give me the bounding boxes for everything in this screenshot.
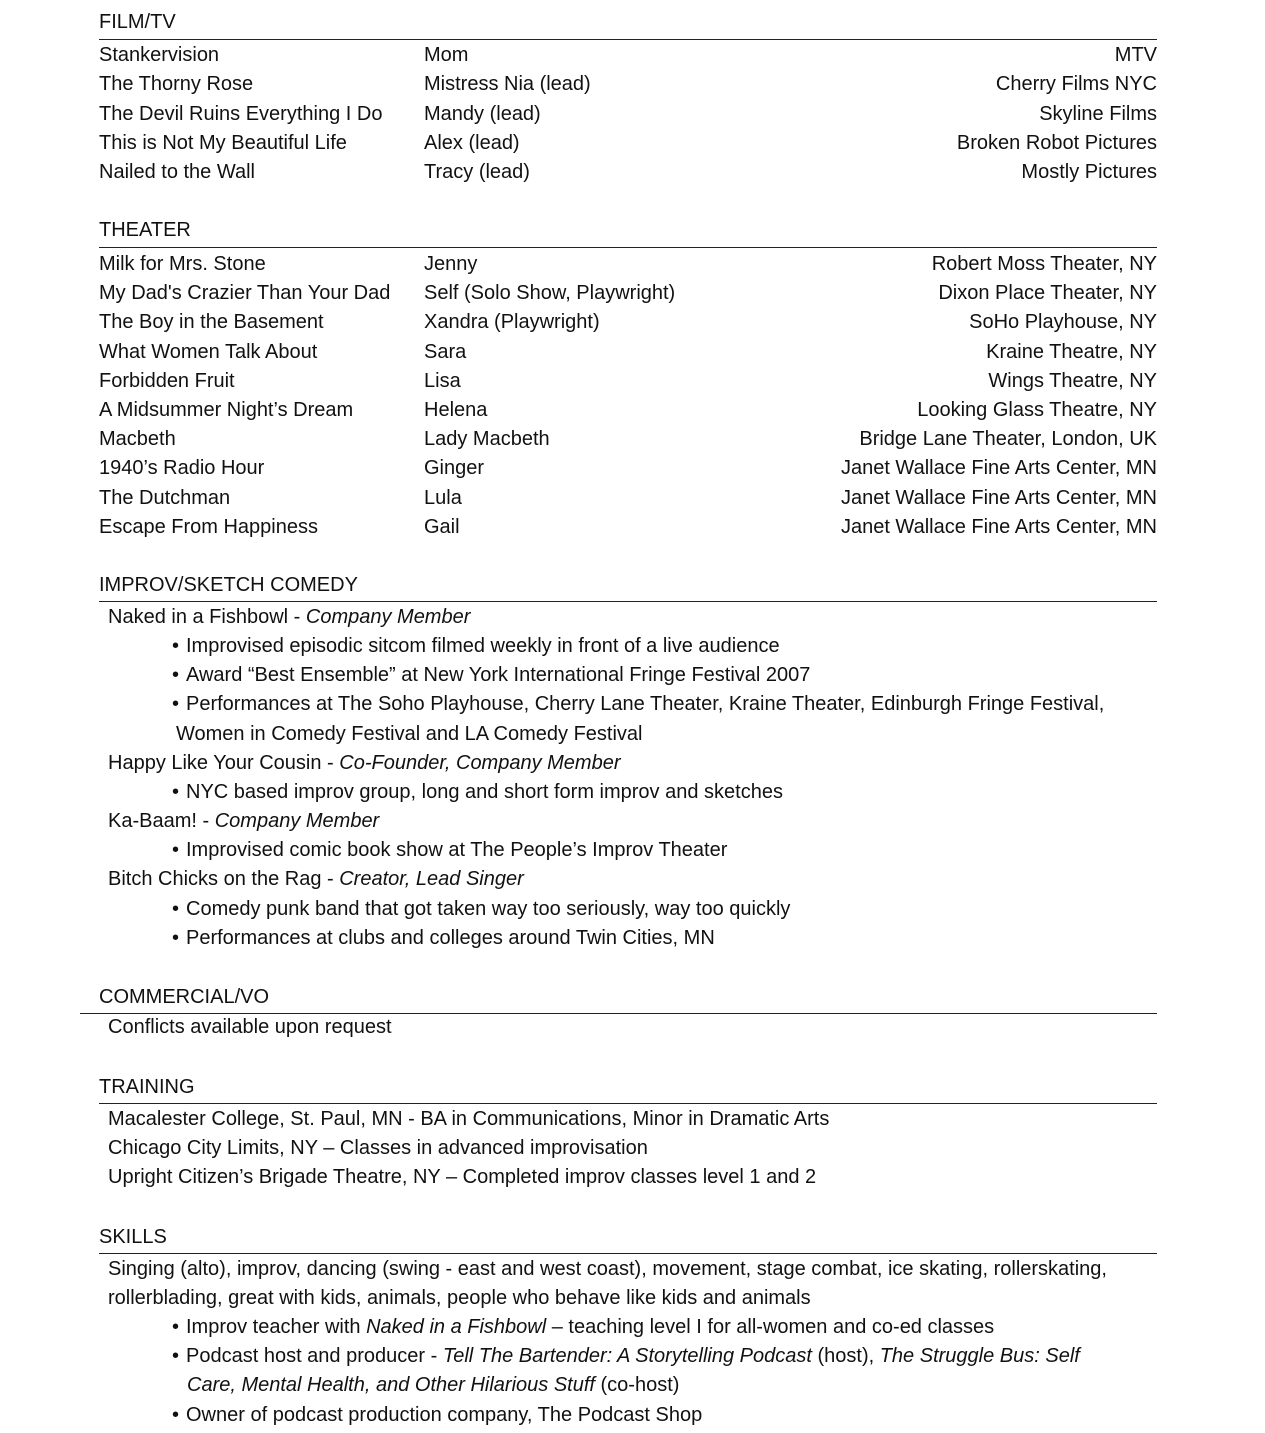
list-item: • Owner of podcast production company, The Podcast Shop xyxy=(172,1404,703,1426)
credit-company: SoHo Playhouse, NY xyxy=(969,311,1157,334)
list-item: • Comedy punk band that got taken way too seriously, way too quickly xyxy=(172,898,791,920)
improv-group-title: Bitch Chicks on the Rag - Creator, Lead Singer xyxy=(108,868,524,890)
credit-title: Macbeth xyxy=(99,428,176,451)
credit-company: Janet Wallace Fine Arts Center, MN xyxy=(840,486,1157,509)
credit-row xyxy=(99,367,1157,396)
credit-company: Dixon Place Theater, NY xyxy=(938,282,1157,305)
list-item: • Performances at clubs and colleges around Twin Cities, MN xyxy=(172,927,715,949)
credit-row xyxy=(99,454,1157,483)
list-item: • NYC based improv group, long and short form improv and sketches xyxy=(172,781,783,803)
section-divider xyxy=(99,1253,1157,1254)
section-heading-commercial: COMMERCIAL/VO xyxy=(99,986,270,1008)
credit-title: My Dad's Crazier Than Your Dad xyxy=(99,282,391,305)
section-heading-skills: SKILLS xyxy=(99,1226,167,1248)
credit-company: Janet Wallace Fine Arts Center, MN xyxy=(840,457,1157,480)
list-item: • Award “Best Ensemble” at New York International Fringe Festival 2007 xyxy=(172,664,811,686)
credit-role: Helena xyxy=(424,399,488,421)
credit-row xyxy=(99,70,1157,99)
credit-role: Ginger xyxy=(424,457,485,480)
improv-group-title: Happy Like Your Cousin - Co-Founder, Company Member xyxy=(108,752,621,774)
improv-group-title: Naked in a Fishbowl - Company Member xyxy=(108,606,471,628)
credit-title: Nailed to the Wall xyxy=(99,161,255,183)
credit-row xyxy=(99,308,1157,337)
section-heading-improv: IMPROV/SKETCH COMEDY xyxy=(99,574,358,596)
credit-title: The Devil Ruins Everything I Do xyxy=(99,102,383,125)
skills-text: rollerblading, great with kids, animals, people who behave like kids and animals xyxy=(108,1287,811,1309)
credit-title: The Dutchman xyxy=(99,486,231,509)
credit-row xyxy=(99,100,1157,129)
credit-role: Sara xyxy=(424,340,467,363)
section-divider xyxy=(99,39,1157,40)
skills-text: Singing (alto), improv, dancing (swing - east and west coast), movement, stage combat, ice skating, rollerskating, xyxy=(108,1258,1107,1280)
credit-company: Cherry Films NYC xyxy=(995,73,1157,96)
credit-title: What Women Talk About xyxy=(99,340,318,363)
list-item: • Improv teacher with Naked in a Fishbowl – teaching level I for all-women and co-ed classes xyxy=(172,1316,995,1338)
list-item-continuation: Women in Comedy Festival and LA Comedy Festival xyxy=(176,723,643,745)
credit-role: Lisa xyxy=(424,369,461,392)
improv-group-title: Ka-Baam! - Company Member xyxy=(108,810,380,832)
credit-role: Jenny xyxy=(424,253,478,275)
credit-title: Stankervision xyxy=(99,44,220,66)
credit-company: Bridge Lane Theater, London, UK xyxy=(859,428,1157,451)
training-item: Upright Citizen’s Brigade Theatre, NY – Completed improv classes level 1 and 2 xyxy=(108,1166,817,1188)
credit-row xyxy=(99,338,1157,367)
credit-title: The Boy in the Basement xyxy=(99,311,324,334)
list-item: • Improvised episodic sitcom filmed weekly in front of a live audience xyxy=(172,635,780,657)
training-item: Chicago City Limits, NY – Classes in advanced improvisation xyxy=(108,1137,648,1159)
section-heading-theater: THEATER xyxy=(99,219,191,241)
credit-row xyxy=(99,129,1157,158)
section-divider xyxy=(99,247,1157,248)
credit-title: 1940’s Radio Hour xyxy=(99,457,265,480)
credit-title: Milk for Mrs. Stone xyxy=(99,253,266,275)
credit-role: Self (Solo Show, Playwright) xyxy=(424,282,676,305)
credit-row xyxy=(99,158,1157,187)
list-item: • Improvised comic book show at The People’s Improv Theater xyxy=(172,839,728,861)
credit-role: Gail xyxy=(424,515,460,538)
credit-row xyxy=(99,396,1157,425)
credit-title: A Midsummer Night’s Dream xyxy=(99,399,354,421)
credit-row xyxy=(99,513,1157,542)
credit-title: This is Not My Beautiful Life xyxy=(99,131,347,154)
credit-row xyxy=(99,484,1157,513)
credit-role: Mandy (lead) xyxy=(424,102,541,125)
list-item: • Performances at The Soho Playhouse, Cherry Lane Theater, Kraine Theater, Edinburgh Fringe Festival, xyxy=(172,693,1105,715)
credit-company: Robert Moss Theater, NY xyxy=(931,253,1157,275)
credit-role: Tracy (lead) xyxy=(424,161,530,183)
credit-row xyxy=(99,41,1157,70)
credit-company: Skyline Films xyxy=(1039,102,1157,125)
credit-row xyxy=(99,279,1157,308)
credit-company: Wings Theatre, NY xyxy=(988,369,1157,392)
training-item: Macalester College, St. Paul, MN - BA in Communications, Minor in Dramatic Arts xyxy=(108,1108,830,1130)
credit-company: Mostly Pictures xyxy=(1021,161,1157,183)
credit-title: Escape From Happiness xyxy=(99,515,318,538)
section-divider xyxy=(99,1103,1157,1104)
credit-company: Looking Glass Theatre, NY xyxy=(917,399,1157,421)
credit-company: Janet Wallace Fine Arts Center, MN xyxy=(840,515,1157,538)
section-heading-training: TRAINING xyxy=(99,1076,195,1098)
list-item: • Podcast host and producer - Tell The Bartender: A Storytelling Podcast (host), The Struggle Bus: Self xyxy=(172,1345,1080,1367)
credit-role: Lady Macbeth xyxy=(424,428,550,451)
credit-role: Mistress Nia (lead) xyxy=(424,73,591,96)
credit-title: The Thorny Rose xyxy=(99,73,254,96)
credit-role: Alex (lead) xyxy=(424,131,520,154)
credit-company: MTV xyxy=(1114,44,1157,66)
commercial-note: Conflicts available upon request xyxy=(108,1016,392,1038)
credit-role: Xandra (Playwright) xyxy=(424,311,600,334)
credit-row xyxy=(99,250,1157,279)
credit-role: Mom xyxy=(424,44,469,66)
credit-role: Lula xyxy=(424,486,462,509)
section-divider xyxy=(99,601,1157,602)
credit-company: Broken Robot Pictures xyxy=(956,131,1157,154)
section-heading-film-tv: FILM/TV xyxy=(99,11,176,33)
credit-row xyxy=(99,425,1157,454)
credit-company: Kraine Theatre, NY xyxy=(986,340,1157,363)
list-item-continuation: Care, Mental Health, and Other Hilarious Stuff (co-host) xyxy=(187,1374,680,1396)
credit-title: Forbidden Fruit xyxy=(99,369,235,392)
